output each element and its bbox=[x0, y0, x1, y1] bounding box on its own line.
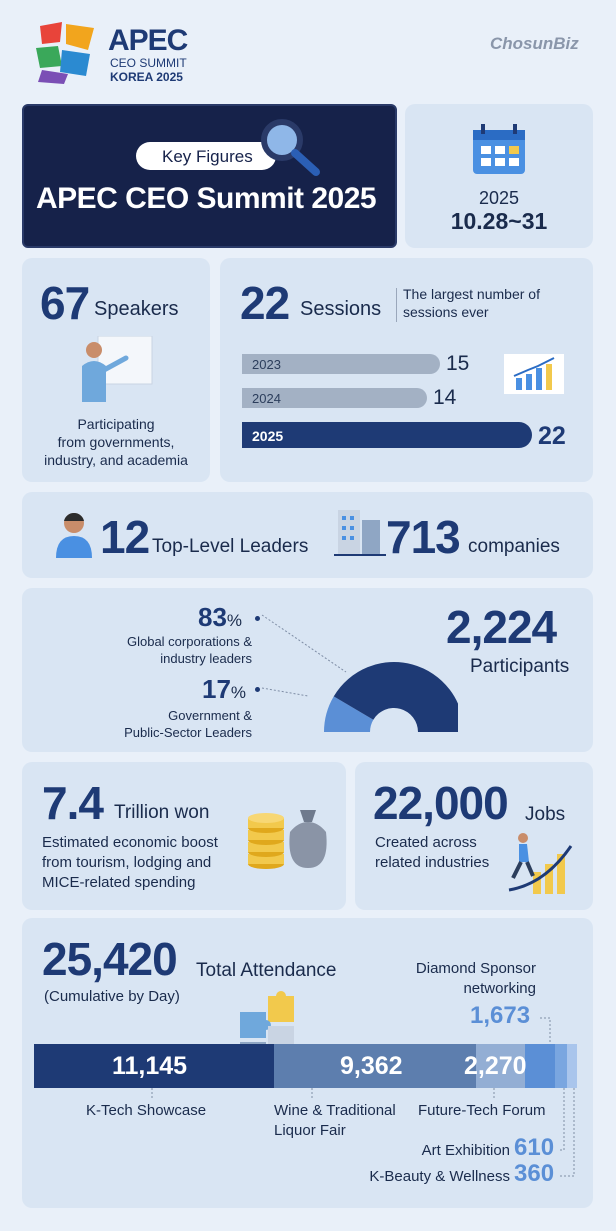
future-tech-label: Future-Tech Forum bbox=[418, 1102, 546, 1119]
pct1-label1: Global corporations & bbox=[126, 634, 252, 649]
leaders-card bbox=[22, 492, 593, 578]
logo-title: APEC bbox=[108, 24, 188, 57]
pct2-label2: Public-Sector Leaders bbox=[124, 725, 252, 740]
attendance-card bbox=[22, 918, 593, 1208]
pct2-label1: Government & bbox=[168, 708, 252, 723]
hero-card bbox=[22, 104, 397, 248]
economy-desc1: Estimated economic boost bbox=[42, 834, 218, 851]
attendance-sub: (Cumulative by Day) bbox=[44, 988, 180, 1005]
leader-person-icon bbox=[54, 512, 94, 558]
diamond-value: 1,673 bbox=[470, 1002, 531, 1029]
session-value-2025: 22 bbox=[538, 422, 566, 450]
buildings-icon bbox=[334, 506, 386, 558]
session-year-2025: 2025 bbox=[252, 428, 284, 444]
diamond-label2: networking bbox=[463, 980, 536, 997]
sessions-divider bbox=[396, 288, 397, 322]
date-card bbox=[405, 104, 593, 248]
attendance-unit: Total Attendance bbox=[196, 960, 337, 981]
participants-card bbox=[22, 588, 593, 752]
jobs-desc2: related industries bbox=[375, 854, 490, 871]
beauty-label: K-Beauty & Wellness bbox=[369, 1168, 510, 1185]
segment-diamond bbox=[525, 1044, 555, 1088]
session-value-2023: 15 bbox=[446, 352, 470, 375]
speakers-desc2: from governments, bbox=[57, 434, 175, 450]
pct1-label2: industry leaders bbox=[160, 651, 252, 666]
companies-unit: companies bbox=[468, 536, 560, 557]
pct1-row bbox=[198, 602, 242, 633]
economy-desc2: from tourism, lodging and bbox=[42, 854, 212, 871]
logo-line2: KOREA 2025 bbox=[110, 70, 183, 84]
key-figures-badge bbox=[136, 142, 276, 170]
pct1-value: 83 bbox=[198, 602, 227, 632]
diamond-label1: Diamond Sponsor bbox=[415, 960, 536, 977]
participants-total: 2,224 bbox=[446, 601, 557, 653]
running-growth-icon bbox=[505, 828, 577, 898]
jobs-card bbox=[355, 762, 593, 910]
badge-text: Key Figures bbox=[162, 147, 253, 166]
session-year-2023: 2023 bbox=[252, 357, 281, 372]
segment-beauty bbox=[567, 1044, 577, 1088]
sessions-value: 22 bbox=[240, 277, 290, 329]
participants-label: Participants bbox=[470, 656, 570, 677]
speakers-unit: Speakers bbox=[94, 298, 179, 320]
apec-logo bbox=[32, 18, 212, 86]
beauty-value: 360 bbox=[514, 1160, 555, 1187]
hero-title: APEC CEO Summit 2025 bbox=[36, 182, 377, 215]
publisher-logo: ChosunBiz bbox=[490, 34, 579, 53]
date-range: 10.28~31 bbox=[450, 208, 548, 234]
session-value-2024: 14 bbox=[433, 386, 457, 409]
wine-value: 9,362 bbox=[340, 1052, 403, 1080]
presenter-icon bbox=[78, 336, 154, 406]
ktech-label: K-Tech Showcase bbox=[86, 1102, 207, 1119]
wine-label1: Wine & Traditional bbox=[274, 1102, 396, 1119]
economy-card bbox=[22, 762, 346, 910]
speakers-value: 67 bbox=[40, 277, 90, 329]
speakers-desc3: industry, and academia bbox=[44, 452, 188, 468]
pct2-sign: % bbox=[230, 683, 247, 702]
jobs-unit: Jobs bbox=[525, 804, 566, 825]
economy-desc3: MICE-related spending bbox=[42, 874, 196, 891]
jobs-value: 22,000 bbox=[373, 777, 508, 829]
growth-chart-icon bbox=[504, 354, 564, 394]
pct2-value: 17 bbox=[202, 674, 231, 704]
art-label: Art Exhibition bbox=[421, 1142, 510, 1159]
wine-label2: Liquor Fair bbox=[274, 1122, 346, 1139]
art-value: 610 bbox=[514, 1134, 555, 1161]
leaders-unit: Top-Level Leaders bbox=[152, 536, 309, 557]
pct2-row bbox=[202, 674, 246, 705]
companies-value: 713 bbox=[386, 511, 460, 563]
leaders-value: 12 bbox=[100, 511, 150, 563]
sessions-card bbox=[220, 258, 593, 482]
segment-art bbox=[555, 1044, 567, 1088]
participants-donut bbox=[258, 610, 458, 732]
speakers-card bbox=[22, 258, 210, 482]
calendar-icon bbox=[471, 124, 527, 176]
economy-unit: Trillion won bbox=[114, 802, 210, 823]
jobs-desc1: Created across bbox=[375, 834, 477, 851]
coins-money-bag-icon bbox=[246, 798, 330, 872]
economy-value: 7.4 bbox=[42, 777, 103, 829]
apec-logo-mark-icon bbox=[32, 20, 104, 84]
logo-line1: CEO SUMMIT bbox=[110, 56, 187, 70]
speakers-desc1: Participating bbox=[77, 416, 155, 432]
sessions-note1: The largest number of bbox=[403, 286, 540, 302]
ktech-value: 11,145 bbox=[112, 1052, 188, 1080]
sessions-note2: sessions ever bbox=[403, 304, 489, 320]
session-bar-2025 bbox=[242, 422, 532, 448]
date-year: 2025 bbox=[478, 188, 520, 208]
attendance-value: 25,420 bbox=[42, 933, 177, 985]
future-tech-value: 2,270 bbox=[464, 1052, 527, 1080]
sessions-unit: Sessions bbox=[300, 298, 382, 320]
magnifier-icon bbox=[258, 116, 324, 178]
pct1-sign: % bbox=[226, 611, 243, 630]
session-year-2024: 2024 bbox=[252, 391, 281, 406]
